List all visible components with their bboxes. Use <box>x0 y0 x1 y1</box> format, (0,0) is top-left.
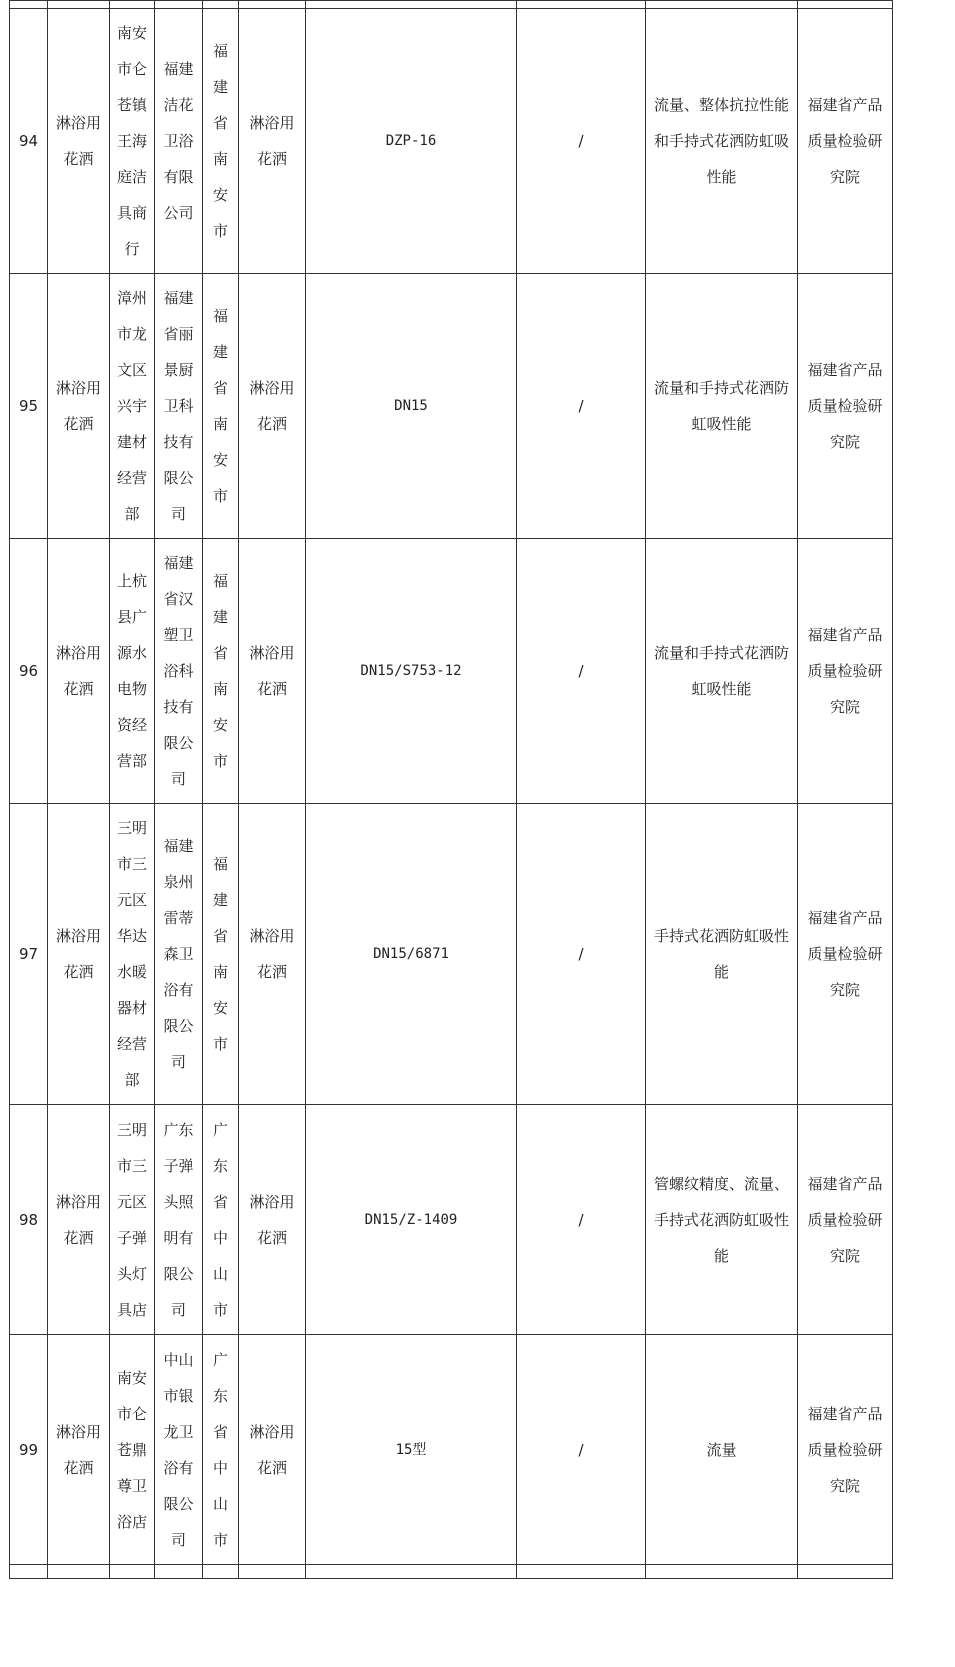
product-name: 淋浴用花洒 <box>239 9 306 274</box>
brand: / <box>517 539 646 804</box>
product-name: 淋浴用花洒 <box>239 274 306 539</box>
testing-agency: 福建省产品质量检验研究院 <box>798 1335 893 1565</box>
row-number: 99 <box>10 1335 48 1565</box>
product-category: 淋浴用花洒 <box>48 1335 110 1565</box>
cell <box>646 1565 798 1579</box>
manufacturer-name: 福建洁花卫浴有限公司 <box>155 9 203 274</box>
failed-items: 流量和手持式花洒防虹吸性能 <box>646 274 798 539</box>
cell <box>48 1 110 9</box>
product-category: 淋浴用花洒 <box>48 274 110 539</box>
manufacturer-name: 广东子弹头照明有限公司 <box>155 1105 203 1335</box>
product-name: 淋浴用花洒 <box>239 1335 306 1565</box>
cell <box>798 1 893 9</box>
table-row <box>10 539 893 804</box>
cell <box>110 1565 155 1579</box>
cell <box>10 1 48 9</box>
product-name: 淋浴用花洒 <box>239 804 306 1105</box>
cell <box>306 1 517 9</box>
product-name: 淋浴用花洒 <box>239 1105 306 1335</box>
model-spec: DZP-16 <box>306 9 517 274</box>
manufacturer-location: 广东省中山市 <box>203 1105 239 1335</box>
product-category: 淋浴用花洒 <box>48 9 110 274</box>
seller-name: 三明市三元区子弹头灯具店 <box>110 1105 155 1335</box>
table-top-strip <box>10 1 893 9</box>
seller-name: 南安市仑苍镇王海庭洁具商行 <box>110 9 155 274</box>
cell <box>798 1565 893 1579</box>
cell <box>517 1 646 9</box>
testing-agency: 福建省产品质量检验研究院 <box>798 539 893 804</box>
inspection-results-table <box>9 0 893 1579</box>
table-row <box>10 1105 893 1335</box>
manufacturer-location: 福建省南安市 <box>203 539 239 804</box>
seller-name: 南安市仑苍鼎尊卫浴店 <box>110 1335 155 1565</box>
testing-agency: 福建省产品质量检验研究院 <box>798 804 893 1105</box>
cell <box>203 1 239 9</box>
failed-items: 手持式花洒防虹吸性能 <box>646 804 798 1105</box>
row-number: 94 <box>10 9 48 274</box>
table-row <box>10 9 893 274</box>
manufacturer-location: 福建省南安市 <box>203 274 239 539</box>
brand: / <box>517 274 646 539</box>
model-spec: 15型 <box>306 1335 517 1565</box>
brand: / <box>517 804 646 1105</box>
cell <box>155 1565 203 1579</box>
brand: / <box>517 1105 646 1335</box>
cell <box>239 1 306 9</box>
manufacturer-name: 福建省丽景厨卫科技有限公司 <box>155 274 203 539</box>
cell <box>517 1565 646 1579</box>
seller-name: 三明市三元区华达水暖器材经营部 <box>110 804 155 1105</box>
cell <box>646 1 798 9</box>
model-spec: DN15/6871 <box>306 804 517 1105</box>
manufacturer-name: 福建省汉塑卫浴科技有限公司 <box>155 539 203 804</box>
model-spec: DN15/S753-12 <box>306 539 517 804</box>
row-number: 97 <box>10 804 48 1105</box>
testing-agency: 福建省产品质量检验研究院 <box>798 1105 893 1335</box>
testing-agency: 福建省产品质量检验研究院 <box>798 9 893 274</box>
row-number: 98 <box>10 1105 48 1335</box>
model-spec: DN15 <box>306 274 517 539</box>
manufacturer-location: 福建省南安市 <box>203 804 239 1105</box>
product-category: 淋浴用花洒 <box>48 804 110 1105</box>
failed-items: 流量 <box>646 1335 798 1565</box>
manufacturer-location: 福建省南安市 <box>203 9 239 274</box>
seller-name: 漳州市龙文区兴宇建材经营部 <box>110 274 155 539</box>
cell <box>110 1 155 9</box>
failed-items: 流量和手持式花洒防虹吸性能 <box>646 539 798 804</box>
failed-items: 管螺纹精度、流量、手持式花洒防虹吸性能 <box>646 1105 798 1335</box>
cell <box>239 1565 306 1579</box>
table-row <box>10 1335 893 1565</box>
seller-name: 上杭县广源水电物资经营部 <box>110 539 155 804</box>
table-row <box>10 274 893 539</box>
manufacturer-name: 中山市银龙卫浴有限公司 <box>155 1335 203 1565</box>
product-category: 淋浴用花洒 <box>48 539 110 804</box>
failed-items: 流量、整体抗拉性能和手持式花洒防虹吸性能 <box>646 9 798 274</box>
manufacturer-name: 福建泉州雷蒂森卫浴有限公司 <box>155 804 203 1105</box>
brand: / <box>517 1335 646 1565</box>
product-category: 淋浴用花洒 <box>48 1105 110 1335</box>
table-row <box>10 804 893 1105</box>
product-name: 淋浴用花洒 <box>239 539 306 804</box>
table-bottom-strip <box>10 1565 893 1579</box>
row-number: 96 <box>10 539 48 804</box>
cell <box>203 1565 239 1579</box>
testing-agency: 福建省产品质量检验研究院 <box>798 274 893 539</box>
row-number: 95 <box>10 274 48 539</box>
model-spec: DN15/Z-1409 <box>306 1105 517 1335</box>
manufacturer-location: 广东省中山市 <box>203 1335 239 1565</box>
cell <box>306 1565 517 1579</box>
brand: / <box>517 9 646 274</box>
cell <box>48 1565 110 1579</box>
cell <box>10 1565 48 1579</box>
cell <box>155 1 203 9</box>
